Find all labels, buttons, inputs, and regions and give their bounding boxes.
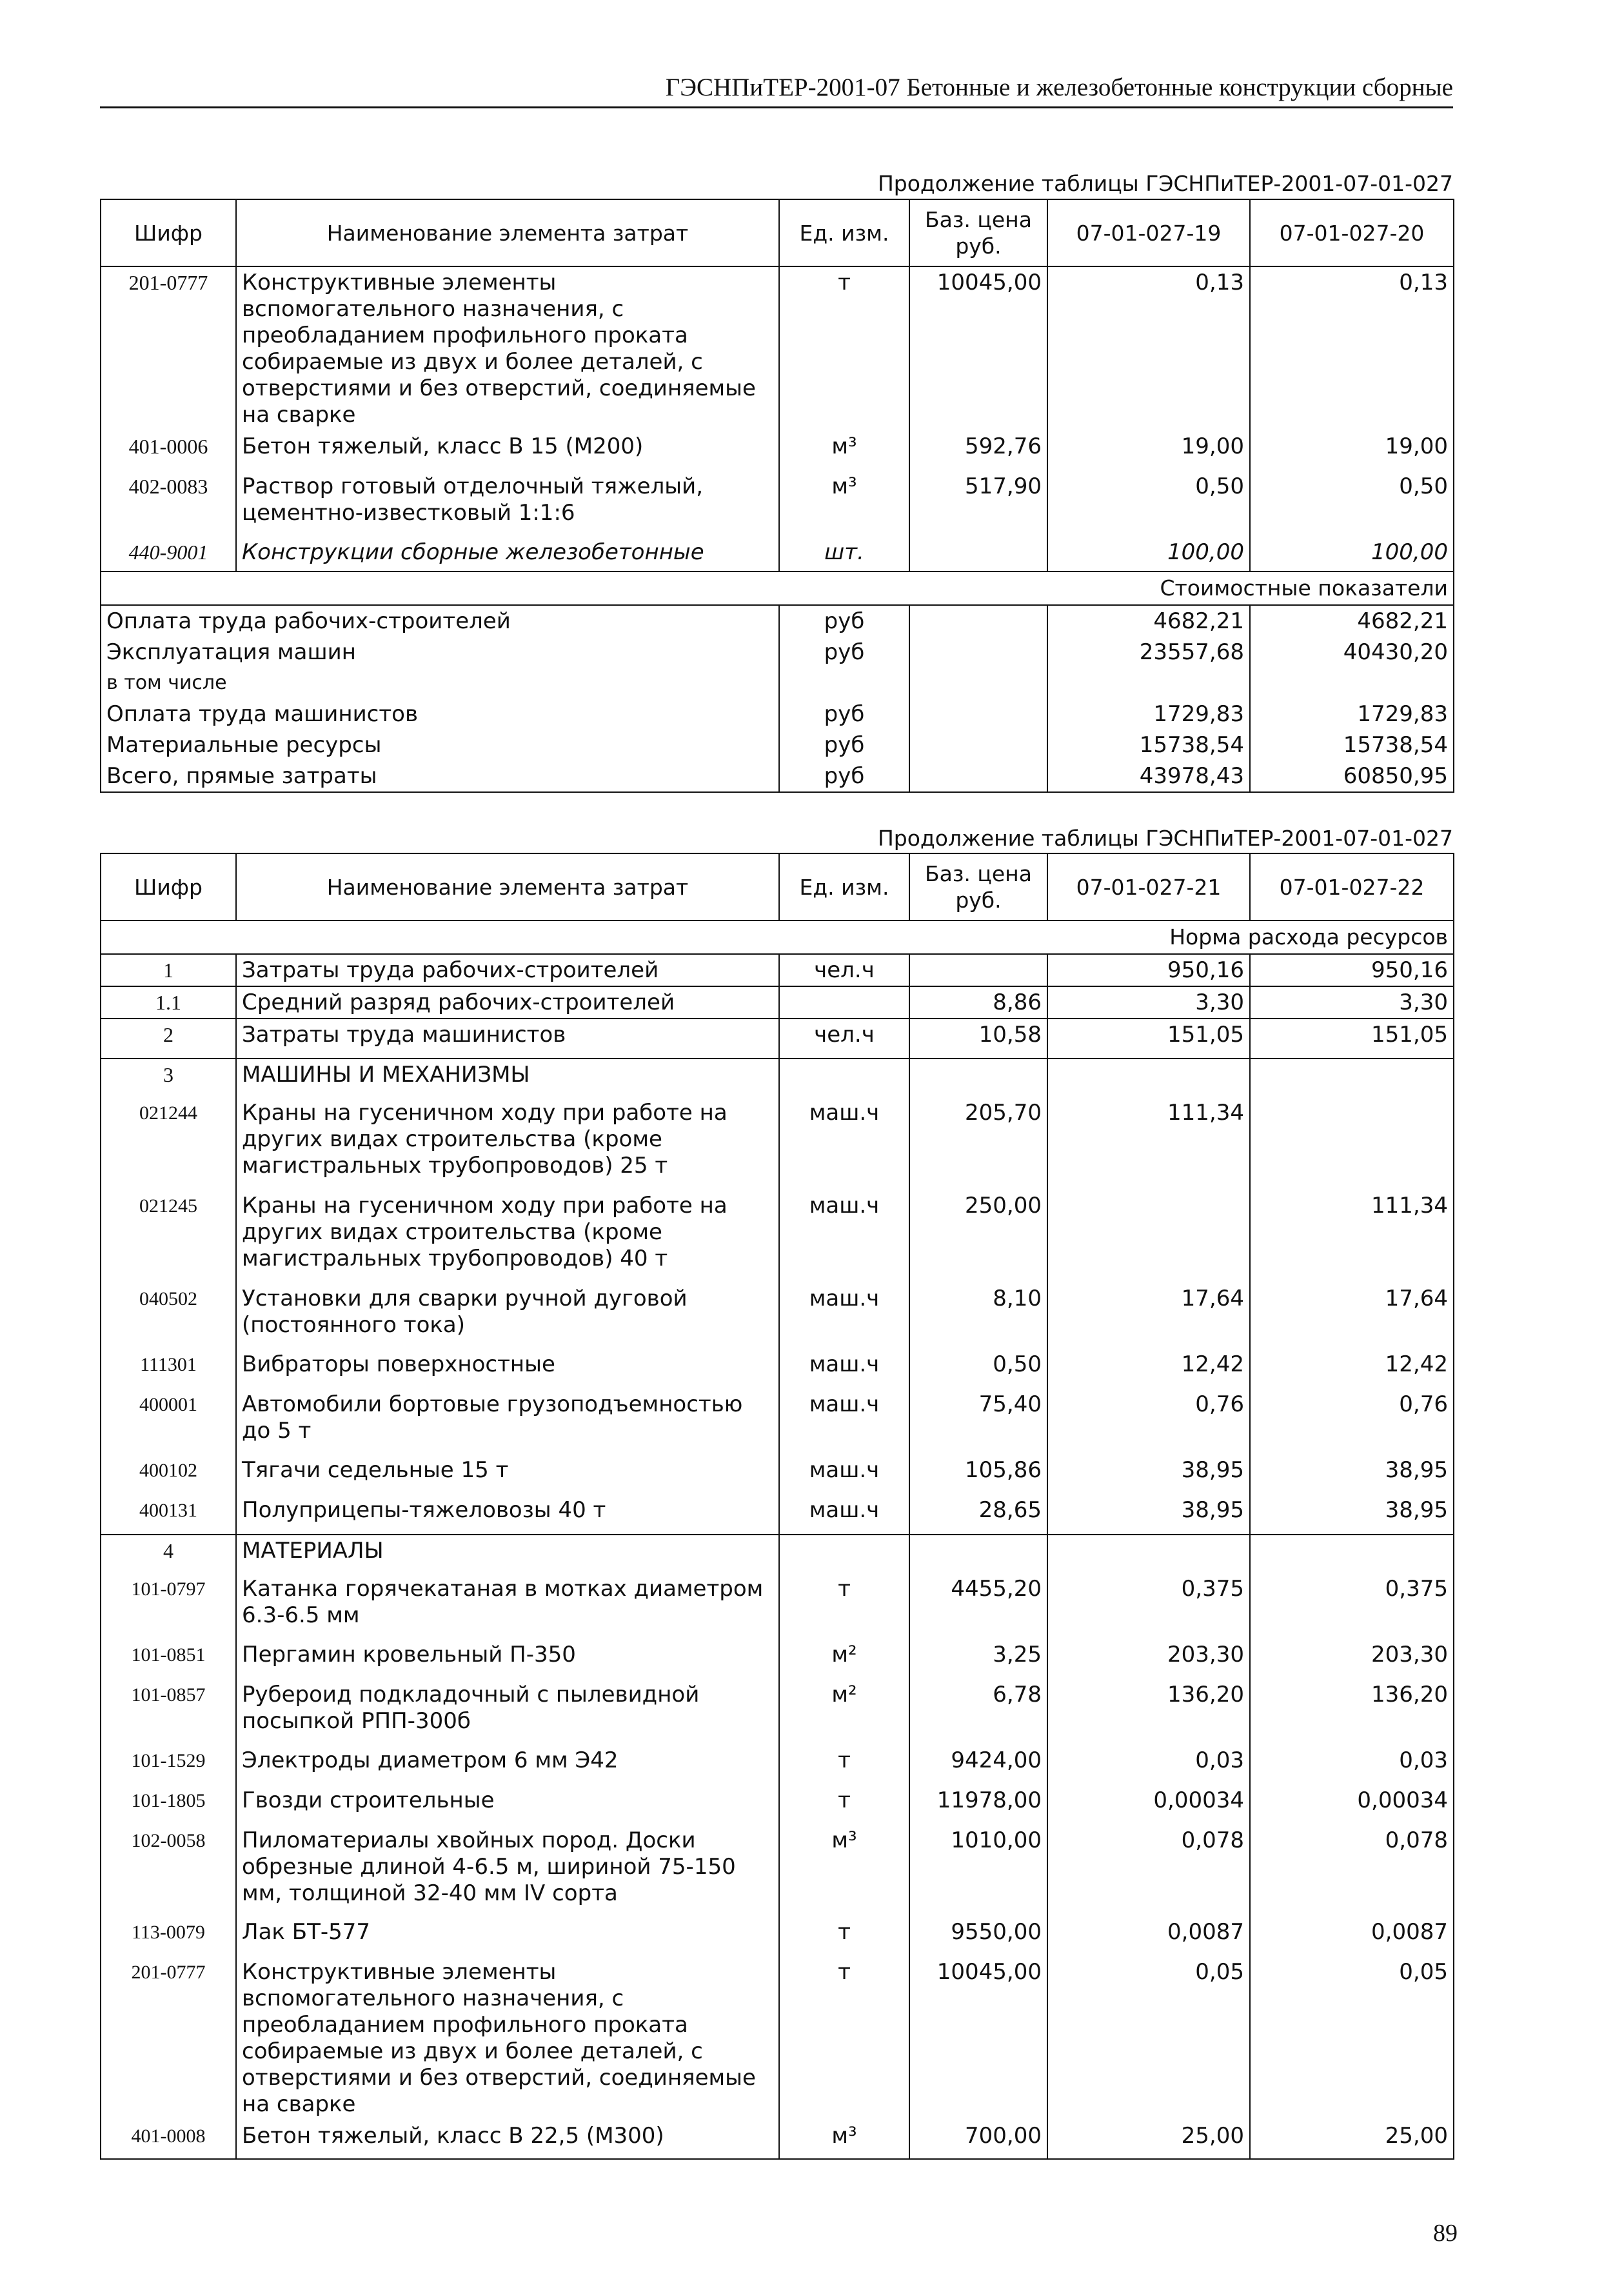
cost-c2: 15738,54 xyxy=(1250,730,1454,761)
page-header-title: ГЭСНПиТЕР-2001-07 Бетонные и железобетонные конструкции сборные xyxy=(665,74,1453,101)
row-c2: 950,16 xyxy=(1250,954,1454,986)
header-rule xyxy=(100,106,1453,108)
row-name: Раствор готовый отделочный тяжелый, цементно-известковый 1:1:6 xyxy=(236,471,779,537)
empty-cell xyxy=(1250,1535,1454,1573)
table-row xyxy=(101,471,1454,537)
row-unit: маш.ч xyxy=(779,1389,909,1455)
section-code: 4 xyxy=(101,1535,236,1573)
cost-row xyxy=(101,605,1454,637)
row-price xyxy=(909,537,1047,572)
row-c1: 25,00 xyxy=(1047,2120,1250,2159)
row-c1: 12,42 xyxy=(1047,1349,1250,1389)
row-price: 3,25 xyxy=(909,1639,1047,1679)
table-row xyxy=(101,1785,1454,1825)
table2 xyxy=(100,853,1454,2160)
cost-c1: 1729,83 xyxy=(1047,699,1250,730)
section-title: МАТЕРИАЛЫ xyxy=(236,1535,779,1573)
row-c1: 100,00 xyxy=(1047,537,1250,572)
table-row xyxy=(101,1573,1454,1639)
row-unit: м³ xyxy=(779,1825,909,1916)
row-name: Рубероид подкладочный с пылевидной посыпкой РПП-300б xyxy=(236,1679,779,1745)
row-price: 75,40 xyxy=(909,1389,1047,1455)
table2-header-row xyxy=(101,853,1454,921)
row-code: 1 xyxy=(101,954,236,986)
row-c2: 17,64 xyxy=(1250,1283,1454,1349)
table-row xyxy=(101,2120,1454,2159)
row-c1: 0,13 xyxy=(1047,266,1250,431)
row-c2: 25,00 xyxy=(1250,2120,1454,2159)
row-code: 1.1 xyxy=(101,986,236,1019)
row-code: 021244 xyxy=(101,1097,236,1190)
col-header-name: Наименование элемента затрат xyxy=(236,199,779,266)
row-unit: маш.ч xyxy=(779,1455,909,1495)
row-price: 700,00 xyxy=(909,2120,1047,2159)
row-code: 102-0058 xyxy=(101,1825,236,1916)
row-unit: маш.ч xyxy=(779,1495,909,1535)
row-c1: 0,03 xyxy=(1047,1745,1250,1785)
row-price: 105,86 xyxy=(909,1455,1047,1495)
table-row xyxy=(101,1745,1454,1785)
row-c2: 203,30 xyxy=(1250,1639,1454,1679)
row-price: 4455,20 xyxy=(909,1573,1047,1639)
col-header-c2: 07-01-027-22 xyxy=(1250,853,1454,921)
row-price: 1010,00 xyxy=(909,1825,1047,1916)
cost-unit: руб xyxy=(779,637,909,668)
row-price: 517,90 xyxy=(909,471,1047,537)
row-c2: 151,05 xyxy=(1250,1019,1454,1059)
row-c2: 12,42 xyxy=(1250,1349,1454,1389)
cost-price-empty xyxy=(909,730,1047,761)
col-header-unit: Ед. изм. xyxy=(779,199,909,266)
cost-c1: 15738,54 xyxy=(1047,730,1250,761)
row-price: 28,65 xyxy=(909,1495,1047,1535)
col-header-name: Наименование элемента затрат xyxy=(236,853,779,921)
row-c1: 0,50 xyxy=(1047,471,1250,537)
empty-cell xyxy=(1047,1059,1250,1097)
row-name: Установки для сварки ручной дуговой (постоянного тока) xyxy=(236,1283,779,1349)
row-c2: 0,13 xyxy=(1250,266,1454,431)
row-name: Краны на гусеничном ходу при работе на других видах строительства (кроме магистральных трубопроводов) 25 т xyxy=(236,1097,779,1190)
cost-price-empty xyxy=(909,668,1047,699)
row-name: Краны на гусеничном ходу при работе на других видах строительства (кроме магистральных трубопроводов) 40 т xyxy=(236,1190,779,1283)
table-row xyxy=(101,1455,1454,1495)
row-name: Вибраторы поверхностные xyxy=(236,1349,779,1389)
cost-name: Материальные ресурсы xyxy=(101,730,779,761)
cost-unit: руб xyxy=(779,730,909,761)
row-price: 205,70 xyxy=(909,1097,1047,1190)
row-c1: 151,05 xyxy=(1047,1019,1250,1059)
table1 xyxy=(100,199,1454,793)
row-c2: 0,05 xyxy=(1250,1956,1454,2120)
cost-name: в том числе xyxy=(101,668,779,699)
row-name: Средний разряд рабочих-строителей xyxy=(236,986,779,1019)
row-unit: м³ xyxy=(779,431,909,471)
row-c2: 0,078 xyxy=(1250,1825,1454,1916)
row-code: 440-9001 xyxy=(101,537,236,572)
row-name: Конструктивные элементы вспомогательного назначения, с преобладанием профильного проката собираемые из двух и более деталей, с отверстиями и без отверстий, соединяемые на сварке xyxy=(236,1956,779,2120)
row-price: 592,76 xyxy=(909,431,1047,471)
empty-cell xyxy=(909,1535,1047,1573)
row-unit: т xyxy=(779,266,909,431)
row-price: 250,00 xyxy=(909,1190,1047,1283)
section-code: 3 xyxy=(101,1059,236,1097)
table-row xyxy=(101,1097,1454,1190)
col-header-unit: Ед. изм. xyxy=(779,853,909,921)
row-price: 8,86 xyxy=(909,986,1047,1019)
cost-c1: 43978,43 xyxy=(1047,761,1250,792)
row-price: 0,50 xyxy=(909,1349,1047,1389)
cost-c2: 40430,20 xyxy=(1250,637,1454,668)
row-c1: 0,05 xyxy=(1047,1956,1250,2120)
col-header-c1: 07-01-027-21 xyxy=(1047,853,1250,921)
row-price: 9550,00 xyxy=(909,1916,1047,1956)
cost-unit xyxy=(779,668,909,699)
row-c1: 111,34 xyxy=(1047,1097,1250,1190)
row-code: 101-0857 xyxy=(101,1679,236,1745)
row-code: 101-1805 xyxy=(101,1785,236,1825)
norm-label: Норма расхода ресурсов xyxy=(101,921,1454,954)
cost-name: Оплата труда машинистов xyxy=(101,699,779,730)
cost-price-empty xyxy=(909,605,1047,637)
cost-c1: 23557,68 xyxy=(1047,637,1250,668)
row-unit xyxy=(779,986,909,1019)
cost-name: Оплата труда рабочих-строителей xyxy=(101,605,779,637)
row-unit: чел.ч xyxy=(779,1019,909,1059)
row-code: 401-0008 xyxy=(101,2120,236,2159)
col-header-code: Шифр xyxy=(101,853,236,921)
table-row xyxy=(101,1389,1454,1455)
row-name: Бетон тяжелый, класс В 22,5 (М300) xyxy=(236,2120,779,2159)
table-row xyxy=(101,1019,1454,1059)
cost-row xyxy=(101,699,1454,730)
row-c1: 0,375 xyxy=(1047,1573,1250,1639)
row-price: 10,58 xyxy=(909,1019,1047,1059)
row-name: Затраты труда рабочих-строителей xyxy=(236,954,779,986)
table-row xyxy=(101,1639,1454,1679)
table-row xyxy=(101,1283,1454,1349)
row-price: 6,78 xyxy=(909,1679,1047,1745)
row-name: Пиломатериалы хвойных пород. Доски обрезные длиной 4-6.5 м, шириной 75-150 мм, толщиной 32-40 мм IV сорта xyxy=(236,1825,779,1916)
row-unit: т xyxy=(779,1745,909,1785)
row-c2: 0,00034 xyxy=(1250,1785,1454,1825)
col-header-code: Шифр xyxy=(101,199,236,266)
row-c1: 0,76 xyxy=(1047,1389,1250,1455)
cost-c1: 4682,21 xyxy=(1047,605,1250,637)
cost-name: Всего, прямые затраты xyxy=(101,761,779,792)
table-row xyxy=(101,537,1454,572)
cost-c2: 4682,21 xyxy=(1250,605,1454,637)
row-c2: 3,30 xyxy=(1250,986,1454,1019)
table-row xyxy=(101,986,1454,1019)
row-unit: маш.ч xyxy=(779,1190,909,1283)
table-row xyxy=(101,1956,1454,2120)
table-row xyxy=(101,1916,1454,1956)
row-c1: 38,95 xyxy=(1047,1455,1250,1495)
table-row xyxy=(101,1825,1454,1916)
row-code: 201-0777 xyxy=(101,266,236,431)
cost-row xyxy=(101,637,1454,668)
row-code: 400131 xyxy=(101,1495,236,1535)
section-row-machines xyxy=(101,1059,1454,1097)
table-row xyxy=(101,1190,1454,1283)
cost-c1 xyxy=(1047,668,1250,699)
row-c1: 950,16 xyxy=(1047,954,1250,986)
cost-unit: руб xyxy=(779,761,909,792)
page-number: 89 xyxy=(1433,2220,1458,2247)
row-name: Электроды диаметром 6 мм Э42 xyxy=(236,1745,779,1785)
row-name: Пергамин кровельный П-350 xyxy=(236,1639,779,1679)
row-c2: 0,76 xyxy=(1250,1389,1454,1455)
row-unit: шт. xyxy=(779,537,909,572)
cost-indicators-label: Стоимостные показатели xyxy=(101,572,1454,605)
row-c1: 17,64 xyxy=(1047,1283,1250,1349)
row-code: 021245 xyxy=(101,1190,236,1283)
cost-price-empty xyxy=(909,699,1047,730)
row-name: Конструкции сборные железобетонные xyxy=(236,537,779,572)
row-name: Затраты труда машинистов xyxy=(236,1019,779,1059)
row-unit: т xyxy=(779,1916,909,1956)
row-c2: 111,34 xyxy=(1250,1190,1454,1283)
row-c2 xyxy=(1250,1097,1454,1190)
row-price: 8,10 xyxy=(909,1283,1047,1349)
row-code: 101-0851 xyxy=(101,1639,236,1679)
row-code: 040502 xyxy=(101,1283,236,1349)
row-unit: м³ xyxy=(779,471,909,537)
row-c2: 0,03 xyxy=(1250,1745,1454,1785)
table-row xyxy=(101,1495,1454,1535)
row-c1: 203,30 xyxy=(1047,1639,1250,1679)
row-code: 113-0079 xyxy=(101,1916,236,1956)
row-c1: 0,078 xyxy=(1047,1825,1250,1916)
row-code: 2 xyxy=(101,1019,236,1059)
row-c2: 38,95 xyxy=(1250,1455,1454,1495)
row-c2: 0,0087 xyxy=(1250,1916,1454,1956)
norm-label-row xyxy=(101,921,1454,954)
row-unit: т xyxy=(779,1785,909,1825)
row-c2: 38,95 xyxy=(1250,1495,1454,1535)
row-code: 402-0083 xyxy=(101,471,236,537)
row-c1: 0,0087 xyxy=(1047,1916,1250,1956)
cost-c2: 1729,83 xyxy=(1250,699,1454,730)
empty-cell xyxy=(779,1535,909,1573)
row-c1: 38,95 xyxy=(1047,1495,1250,1535)
cost-c2 xyxy=(1250,668,1454,699)
row-unit: чел.ч xyxy=(779,954,909,986)
cost-row xyxy=(101,730,1454,761)
cost-row xyxy=(101,668,1454,699)
cost-indicators-label-row xyxy=(101,572,1454,605)
col-header-c2: 07-01-027-20 xyxy=(1250,199,1454,266)
cost-unit: руб xyxy=(779,699,909,730)
empty-cell xyxy=(1047,1535,1250,1573)
cost-row xyxy=(101,761,1454,792)
table-row xyxy=(101,431,1454,471)
col-header-c1: 07-01-027-19 xyxy=(1047,199,1250,266)
row-c1: 19,00 xyxy=(1047,431,1250,471)
cost-price-empty xyxy=(909,761,1047,792)
col-header-price: Баз. цена руб. xyxy=(909,199,1047,266)
table1-header-row xyxy=(101,199,1454,266)
table-row xyxy=(101,1349,1454,1389)
cost-price-empty xyxy=(909,637,1047,668)
row-price: 9424,00 xyxy=(909,1745,1047,1785)
col-header-price: Баз. цена руб. xyxy=(909,853,1047,921)
row-price: 10045,00 xyxy=(909,266,1047,431)
row-name: Гвозди строительные xyxy=(236,1785,779,1825)
row-c2: 136,20 xyxy=(1250,1679,1454,1745)
row-unit: м² xyxy=(779,1639,909,1679)
cost-name: Эксплуатация машин xyxy=(101,637,779,668)
row-name: Конструктивные элементы вспомогательного назначения, с преобладанием профильного проката собираемые из двух и более деталей, с отверстиями и без отверстий, соединяемые на сварке xyxy=(236,266,779,431)
row-name: Лак БТ-577 xyxy=(236,1916,779,1956)
row-unit: т xyxy=(779,1956,909,2120)
row-unit: маш.ч xyxy=(779,1349,909,1389)
empty-cell xyxy=(1250,1059,1454,1097)
row-c2: 0,375 xyxy=(1250,1573,1454,1639)
row-unit: маш.ч xyxy=(779,1097,909,1190)
row-code: 400102 xyxy=(101,1455,236,1495)
row-code: 101-1529 xyxy=(101,1745,236,1785)
row-unit: маш.ч xyxy=(779,1283,909,1349)
row-code: 400001 xyxy=(101,1389,236,1455)
row-price: 10045,00 xyxy=(909,1956,1047,2120)
section-title: МАШИНЫ И МЕХАНИЗМЫ xyxy=(236,1059,779,1097)
row-c1 xyxy=(1047,1190,1250,1283)
row-name: Бетон тяжелый, класс В 15 (М200) xyxy=(236,431,779,471)
row-code: 111301 xyxy=(101,1349,236,1389)
row-name: Тягачи седельные 15 т xyxy=(236,1455,779,1495)
table1-caption: Продолжение таблицы ГЭСНПиТЕР-2001-07-01-027 xyxy=(877,171,1453,196)
row-code: 401-0006 xyxy=(101,431,236,471)
row-unit: т xyxy=(779,1573,909,1639)
row-price xyxy=(909,954,1047,986)
row-c1: 136,20 xyxy=(1047,1679,1250,1745)
row-c2: 100,00 xyxy=(1250,537,1454,572)
table-row xyxy=(101,266,1454,431)
cost-c2: 60850,95 xyxy=(1250,761,1454,792)
section-row-materials xyxy=(101,1535,1454,1573)
empty-cell xyxy=(779,1059,909,1097)
table-row xyxy=(101,954,1454,986)
cost-unit: руб xyxy=(779,605,909,637)
row-code: 101-0797 xyxy=(101,1573,236,1639)
row-c1: 3,30 xyxy=(1047,986,1250,1019)
table2-caption: Продолжение таблицы ГЭСНПиТЕР-2001-07-01-027 xyxy=(877,826,1453,851)
empty-cell xyxy=(909,1059,1047,1097)
row-unit: м² xyxy=(779,1679,909,1745)
table-row xyxy=(101,1679,1454,1745)
row-price: 11978,00 xyxy=(909,1785,1047,1825)
row-name: Автомобили бортовые грузоподъемностью до 5 т xyxy=(236,1389,779,1455)
row-name: Полуприцепы-тяжеловозы 40 т xyxy=(236,1495,779,1535)
row-c1: 0,00034 xyxy=(1047,1785,1250,1825)
row-name: Катанка горячекатаная в мотках диаметром 6.3-6.5 мм xyxy=(236,1573,779,1639)
row-code: 201-0777 xyxy=(101,1956,236,2120)
row-unit: м³ xyxy=(779,2120,909,2159)
row-c2: 0,50 xyxy=(1250,471,1454,537)
row-c2: 19,00 xyxy=(1250,431,1454,471)
